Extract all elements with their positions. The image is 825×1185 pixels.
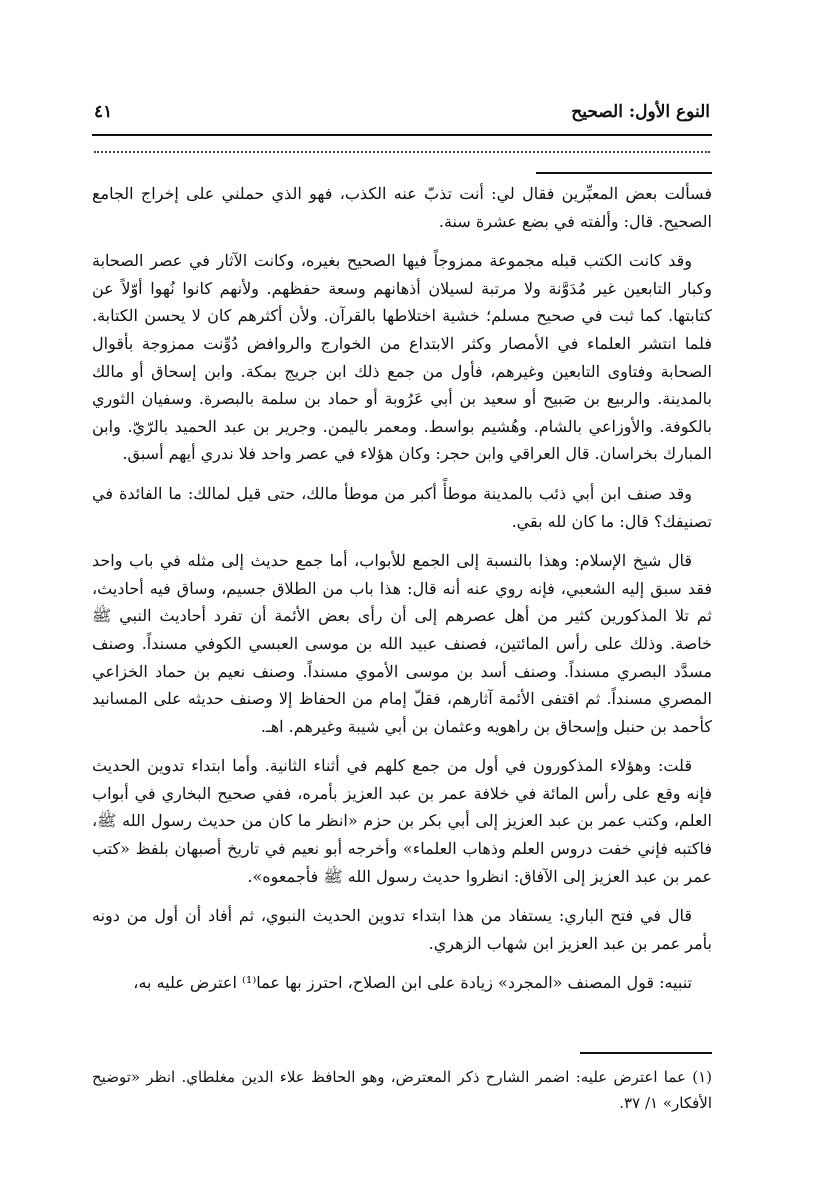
paragraph: قلت: وهؤلاء المذكورون في أول من جمع كلهم في أثناء الثانية. وأما ابتداء تدوين الحديث فإنه وقع على رأس المائة في خلافة عمر بن عبد العزيز بأمره، ففي صحيح البخاري في أبواب العلم، وكتب عمر بن عبد العزيز إلى أبي بكر بن حزم «انظر ما كان من حديث رسول الله ﷺ، فاكتبه فإني خفت دروس العلم وذهاب العلماء» وأخرجه أبو نعيم في تاريخ أصبهان بلفظ «كتب عمر بن عبد العزيز إلى الآفاق: انظروا حديث رسول الله ﷺ فأجمعوه». xyxy=(92,756,712,886)
paragraph: قال في فتح الباري: يستفاد من هذا ابتداء تدوين الحديث النبوي، ثم أفاد أن أول من دونه بأمر عمر بن عبد العزيز ابن شهاب الزهري. xyxy=(92,906,712,953)
page-number: ٤١ xyxy=(94,102,113,122)
page-header xyxy=(92,102,710,132)
body-text xyxy=(92,180,712,1009)
paragraph: وقد صنف ابن أبي ذئب بالمدينة موطأً أكبر من موطأ مالك، حتى قيل لمالك: ما الفائدة في تصنيفك؟ قال: ما كان لله بقي. xyxy=(92,483,712,531)
section-rule xyxy=(536,172,712,174)
paragraph: وقد كانت الكتب قبله مجموعة ممزوجاً فيها الصحيح بغيره، وكانت الآثار في عصر الصحابة وكبار التابعين غير مُدَوَّنة ولا مرتبة لسيلان أذهانهم وسعة حفظهم. ولأنهم كانوا نُهوا أوّلاً عن كتابتها. كما ثبت في صحيح مسلم؛ خشية اختلاطها بالقرآن. ولأن أكثرهم كان لا يحسن الكتابة. فلما انتشر العلماء في الأمصار وكثر الابتداع من الخوارج والروافض دُوِّنت ممزوجة بأقوال الصحابة وفتاوى التابعين وغيرهم، فأول من جمع ذلك ابن جريج بمكة. وابن إسحاق أو مالك بالمدينة. والربيع بن صَبيح أو سعيد بن أبي عَرُوبة أو حماد بن سلمة بالبصرة. وسفيان الثوري بالكوفة. والأوزاعي بالشام. وهُشيم بواسط. ومعمر باليمن. وجرير بن عبد الحميد بالرّيّ. وابن المبارك بخراسان. قال العراقي وابن حجر: وكان هؤلاء في عصر واحد فلا ندري أيهم أسبق. xyxy=(92,251,712,464)
footnote-rule xyxy=(580,1052,712,1054)
paragraph: قال شيخ الإسلام: وهذا بالنسبة إلى الجمع للأبواب، أما جمع حديث إلى مثله في باب واحد فقد سبق إليه الشعبي، فإنه روي عنه أنه قال: هذا باب من الطلاق جسيم، وساق فيه أحاديث، ثم تلا المذكورين كثير من أهل عصرهم إلى أن رأى بعض الأئمة أن تفرد أحاديث النبي ﷺ خاصة. وذلك على رأس المائتين، فصنف عبيد الله بن موسى العبسي الكوفي مسنداً. وصنف مسدَّد البصري مسنداً. وصنف أسد بن موسى الأموي مسنداً. وصنف نعيم بن حماد الخزاعي المصري مسنداً. ثم اقتفى الأئمة آثارهم، فقلّ إمام من الحفاظ إلا وصنف حديثه على المسانيد كأحمد بن حنبل وإسحاق بن راهويه وعثمان بن أبي شيبة وغيرهم. اهـ. xyxy=(92,551,712,736)
header-rule xyxy=(92,134,712,136)
footnote: (١) عما اعترض عليه: اضمر الشارح ذكر المعترض، وهو الحافظ علاء الدين مغلطاي. انظر «توضيح الأفكار» ١/ ٣٧. xyxy=(92,1068,712,1112)
dotted-divider xyxy=(94,151,710,153)
paragraph: فسألت بعض المعبِّرين فقال لي: أنت تذبّ عنه الكذب، فهو الذي حملني على إخراج الجامع الصحيح. قال: وألفته في بضع عشرة سنة. xyxy=(92,184,712,231)
running-title: النوع الأول: الصحيح xyxy=(571,102,710,122)
paragraph: تنبيه: قول المصنف «المجرد» زيادة على ابن الصلاح، احترز بها عما⁽¹⁾ اعترض عليه به، xyxy=(133,973,692,993)
